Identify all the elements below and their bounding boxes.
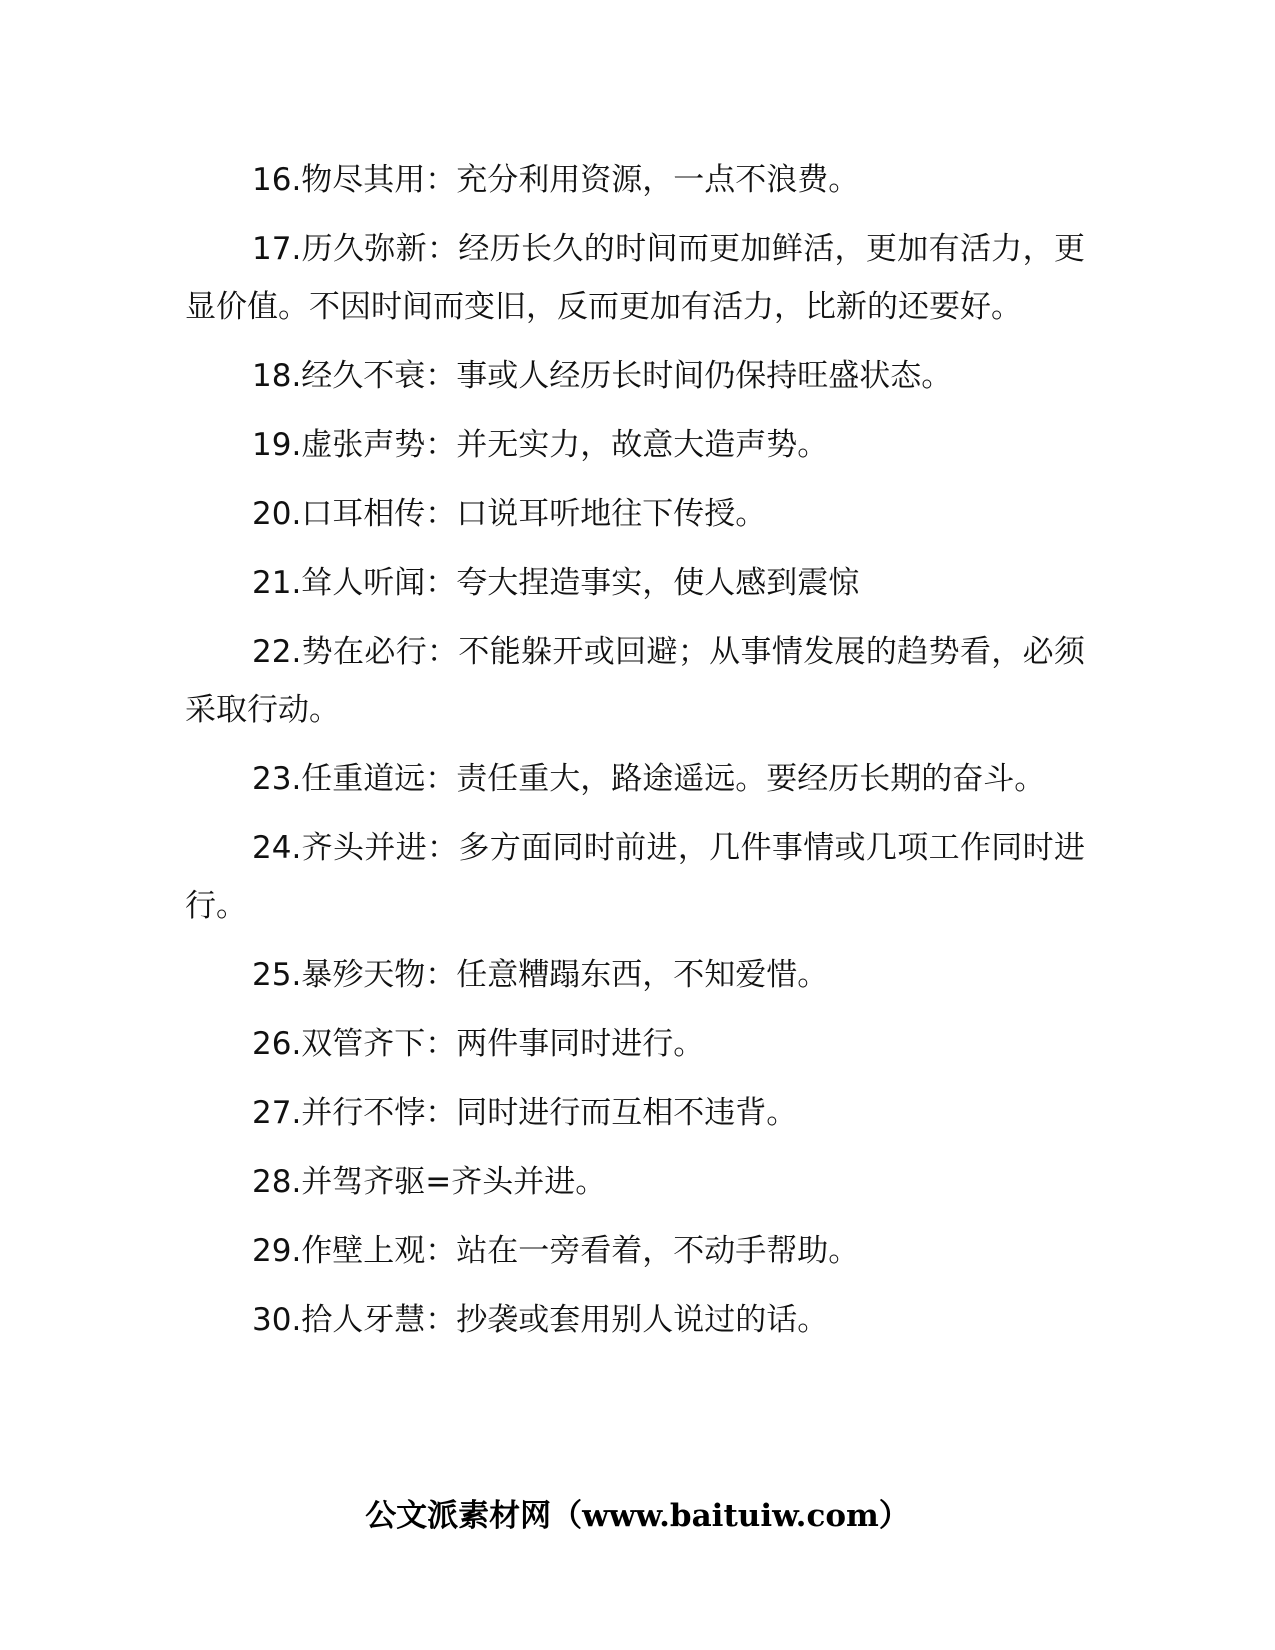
idiom-entry-28: 28.并驾齐驱=齐头并进。 — [252, 1164, 607, 1200]
idiom-entry-20: 20.口耳相传：口说耳听地往下传授。 — [252, 496, 767, 532]
idiom-entry-29: 29.作壁上观：站在一旁看着，不动手帮助。 — [252, 1233, 860, 1269]
idiom-entry-25: 25.暴殄天物：任意糟蹋东西，不知爱惜。 — [252, 957, 829, 993]
idiom-entry-26: 26.双管齐下：两件事同时进行。 — [252, 1026, 705, 1062]
idiom-entry-27: 27.并行不悖：同时进行而互相不违背。 — [252, 1095, 798, 1131]
idiom-entry-21: 21.耸人听闻：夸大捏造事实，使人感到震惊 — [252, 565, 860, 601]
idiom-entry-24: 24.齐头并进：多方面同时前进，几件事情或几项工作同时进行。 — [185, 830, 1085, 924]
page-footer: 公文派素材网（www.baituiw.com） — [365, 1498, 910, 1534]
idiom-entry-19: 19.虚张声势：并无实力，故意大造声势。 — [252, 427, 829, 463]
idiom-entry-18: 18.经久不衰：事或人经历长时间仍保持旺盛状态。 — [252, 358, 953, 394]
idiom-entry-17: 17.历久弥新：经历长久的时间而更加鲜活，更加有活力，更显价值。不因时间而变旧，反而更加有活力，比新的还要好。 — [185, 231, 1085, 325]
idiom-entry-30: 30.拾人牙慧：抄袭或套用别人说过的话。 — [252, 1302, 829, 1338]
idiom-entry-23: 23.任重道远：责任重大，路途遥远。要经历长期的奋斗。 — [252, 761, 1046, 797]
idiom-entry-22: 22.势在必行：不能躲开或回避；从事情发展的趋势看，必须采取行动。 — [185, 634, 1085, 728]
idiom-entry-16: 16.物尽其用：充分利用资源，一点不浪费。 — [252, 162, 860, 198]
document-body — [185, 151, 1085, 1360]
